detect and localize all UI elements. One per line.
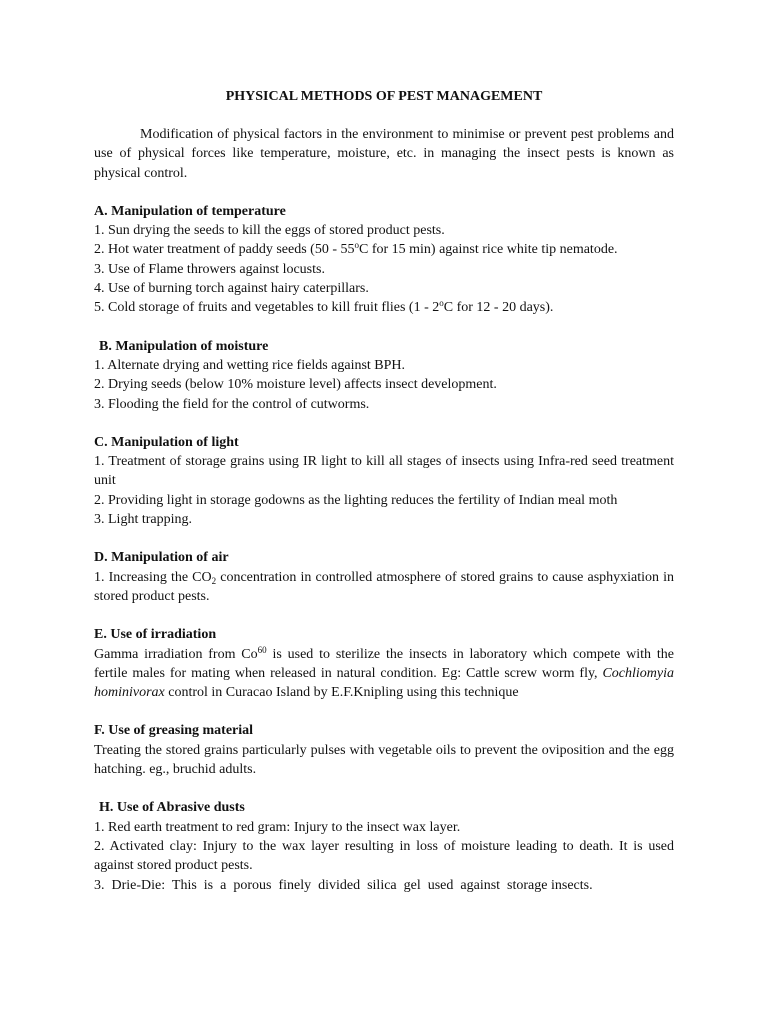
page-title: PHYSICAL METHODS OF PEST MANAGEMENT xyxy=(225,89,543,104)
section-heading: A. Manipulation of temperature xyxy=(94,203,286,219)
section-heading: E. Use of irradiation xyxy=(94,627,217,643)
list-item: 2. Providing light in storage godowns as the lighting reduces the fertility of Indian meal moth xyxy=(94,492,618,508)
list-item: 2. Activated clay: Injury to the wax layer resulting in loss of moisture leading to death. It is used against stored product pests. xyxy=(94,838,674,874)
list-item: 2. Hot water treatment of paddy seeds (50 - 55$^o$C for 15 min) against rice white tip nematode. xyxy=(94,240,618,258)
list-item: 3. Flooding the field for the control of cutworms. xyxy=(94,396,370,412)
list-item: 3. Use of Flame throwers against locusts. xyxy=(94,261,325,277)
section-temperature xyxy=(94,202,674,318)
list-item: 5. Cold storage of fruits and vegetables to kill fruit flies (1 - 2$^o$C for 12 - 20 days). xyxy=(94,298,554,316)
section-heading: D. Manipulation of air xyxy=(94,550,229,566)
list-item: 1. Increasing the $CO_2$ concentration in controlled atmosphere of stored grains to cause asphyxiation in stored product pests. xyxy=(94,569,675,604)
section-irradiation xyxy=(94,625,674,702)
list-item: 3. Light trapping. xyxy=(94,512,192,528)
intro-paragraph: Modification of physical factors in the environment to minimise or prevent pest problems and use of physical forces like temperature, moisture, etc. in managing the insect pests is known as physical control. xyxy=(94,127,674,181)
section-heading: B. Manipulation of moisture xyxy=(99,338,269,354)
section-greasing xyxy=(94,721,674,779)
section-air xyxy=(94,548,674,606)
section-abrasive xyxy=(94,798,674,894)
list-item: 1. Alternate drying and wetting rice fields against BPH. xyxy=(94,357,406,373)
list-item: 4. Use of burning torch against hairy caterpillars. xyxy=(94,281,369,297)
list-item: 3. Drie-Die: This is a porous finely divided silica gel used against storage insects. xyxy=(94,877,593,893)
section-heading: C. Manipulation of light xyxy=(94,434,239,450)
section-light xyxy=(94,433,674,529)
section-heading: H. Use of Abrasive dusts xyxy=(99,800,245,816)
section-moisture xyxy=(94,337,674,414)
list-item: 2. Drying seeds (below 10% moisture level) affects insect development. xyxy=(94,377,497,393)
section-heading: F. Use of greasing material xyxy=(94,723,254,739)
irradiation-paragraph: Gamma irradiation from Co$^{60}$ is used to sterilize the insects in laboratory which compete with the fertile males for mating when released in natural condition. Eg: Cattle screw worm fly, Cochliomyia hominivorax control in Curacao Island by E.F.Knipling using this technique xyxy=(94,644,674,701)
greasing-paragraph: Treating the stored grains particularly pulses with vegetable oils to prevent the oviposition and the egg hatching. eg., bruchid adults. xyxy=(94,742,674,778)
list-item: 1. Red earth treatment to red gram: Injury to the insect wax layer. xyxy=(94,819,461,835)
list-item: 1. Sun drying the seeds to kill the eggs of stored product pests. xyxy=(94,223,445,239)
list-item: 1. Treatment of storage grains using IR light to kill all stages of insects using Infra-red seed treatment unit xyxy=(94,454,674,489)
